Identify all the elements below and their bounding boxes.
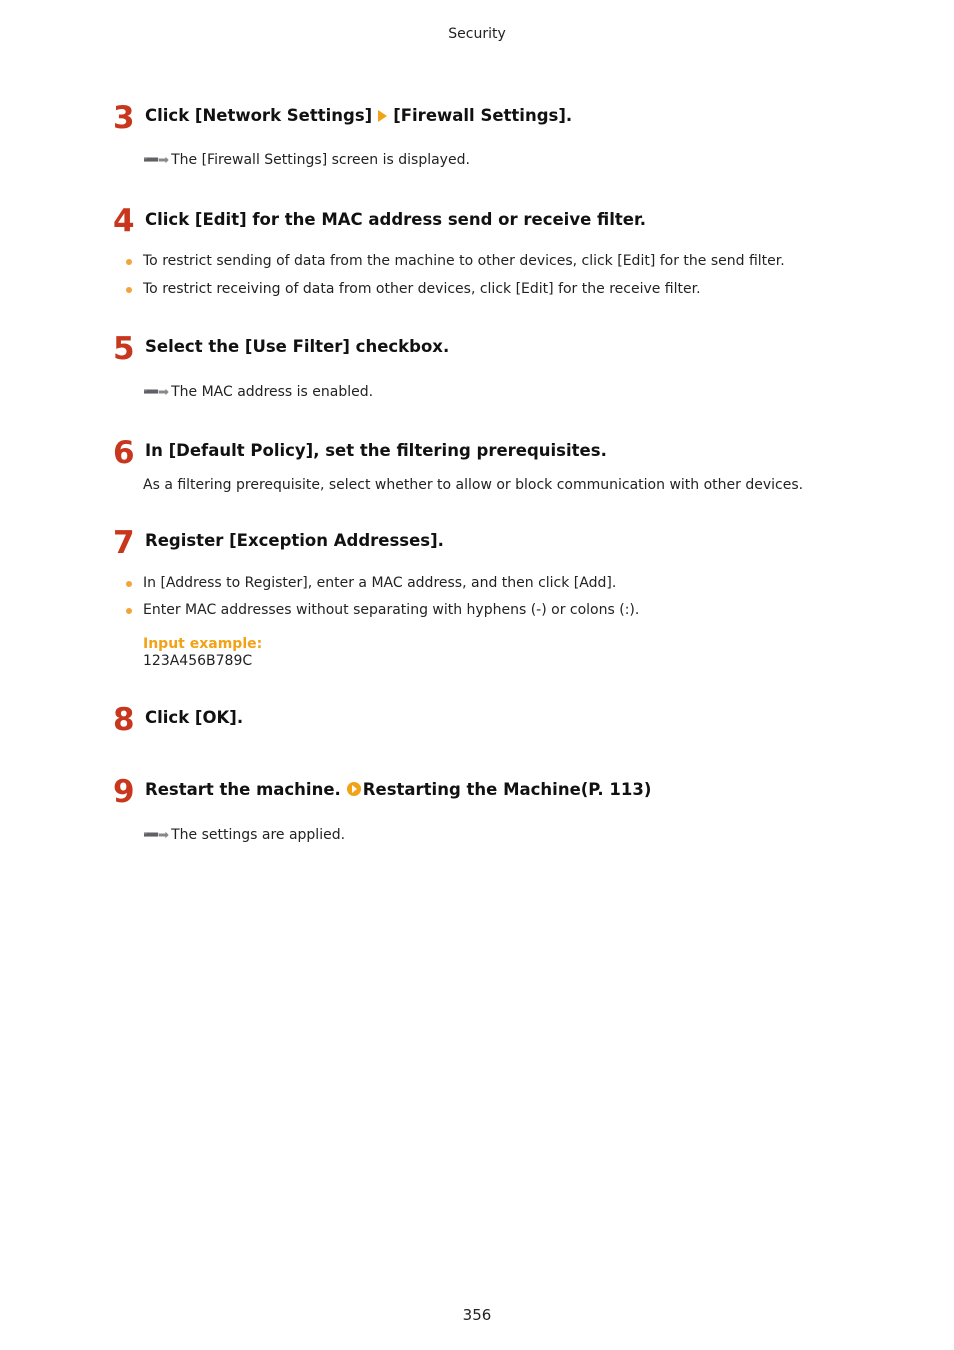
result-arrow-icon: ➖➡	[143, 828, 169, 843]
step-title-3-part2: [Firewall Settings].	[393, 106, 573, 125]
input-example-value: 123A456B789C	[143, 653, 253, 669]
step-title-9	[145, 780, 651, 800]
step-3-result	[143, 152, 470, 169]
step-number-5: 5	[113, 331, 135, 367]
step-number-6: 6	[113, 435, 135, 471]
step-title-4: Click [Edit] for the MAC address send or receive filter.	[145, 210, 647, 229]
step-7-bullet-1-text: In [Address to Register], enter a MAC address, and then click [Add].	[143, 575, 617, 591]
step-5-result	[143, 384, 373, 401]
input-example-label: Input example:	[143, 636, 263, 652]
bullet-dot-icon	[126, 287, 132, 293]
bullet-dot-icon	[126, 608, 132, 614]
link-circle-arrow-icon[interactable]	[347, 782, 361, 796]
step-7-bullet-2-text: Enter MAC addresses without separating with hyphens (-) or colons (:).	[143, 602, 640, 618]
step-number-3: 3	[113, 100, 135, 136]
step-4-bullet-2-text: To restrict receiving of data from other devices, click [Edit] for the receive filter.	[143, 281, 701, 297]
step-number-7: 7	[113, 525, 135, 561]
result-arrow-icon: ➖➡	[143, 385, 169, 400]
step-7-bullet-1	[143, 575, 616, 592]
step-title-7: Register [Exception Addresses].	[145, 531, 444, 550]
step-number-8: 8	[113, 702, 135, 738]
step-4-bullet-1-text: To restrict sending of data from the machine to other devices, click [Edit] for the send filter.	[143, 253, 785, 269]
step-4-bullet-2	[143, 281, 701, 298]
page-header-section: Security	[448, 26, 506, 42]
step-title-9-text: Restart the machine.	[145, 780, 341, 799]
step-6-description: As a filtering prerequisite, select whether to allow or block communication with other devices.	[143, 477, 804, 493]
step-3-result-text: The [Firewall Settings] screen is displayed.	[171, 152, 470, 168]
step-5-result-text: The MAC address is enabled.	[171, 384, 374, 400]
step-7-bullet-2	[143, 602, 639, 619]
page-number: 356	[462, 1306, 492, 1324]
step-4-bullet-1	[143, 253, 785, 270]
bullet-dot-icon	[126, 259, 132, 265]
step-title-3	[145, 106, 572, 126]
restarting-machine-link[interactable]: Restarting the Machine(P. 113)	[362, 780, 652, 799]
step-title-8: Click [OK].	[145, 708, 244, 727]
triangle-right-icon	[378, 110, 387, 122]
step-number-4: 4	[113, 203, 135, 239]
step-title-5: Select the [Use Filter] checkbox.	[145, 337, 450, 356]
bullet-dot-icon	[126, 581, 132, 587]
step-title-6: In [Default Policy], set the filtering prerequisites.	[145, 441, 607, 460]
step-9-result	[143, 827, 345, 844]
step-number-9: 9	[113, 774, 135, 810]
step-title-3-part1: Click [Network Settings]	[145, 106, 373, 125]
step-9-result-text: The settings are applied.	[171, 827, 346, 843]
result-arrow-icon: ➖➡	[143, 153, 169, 168]
